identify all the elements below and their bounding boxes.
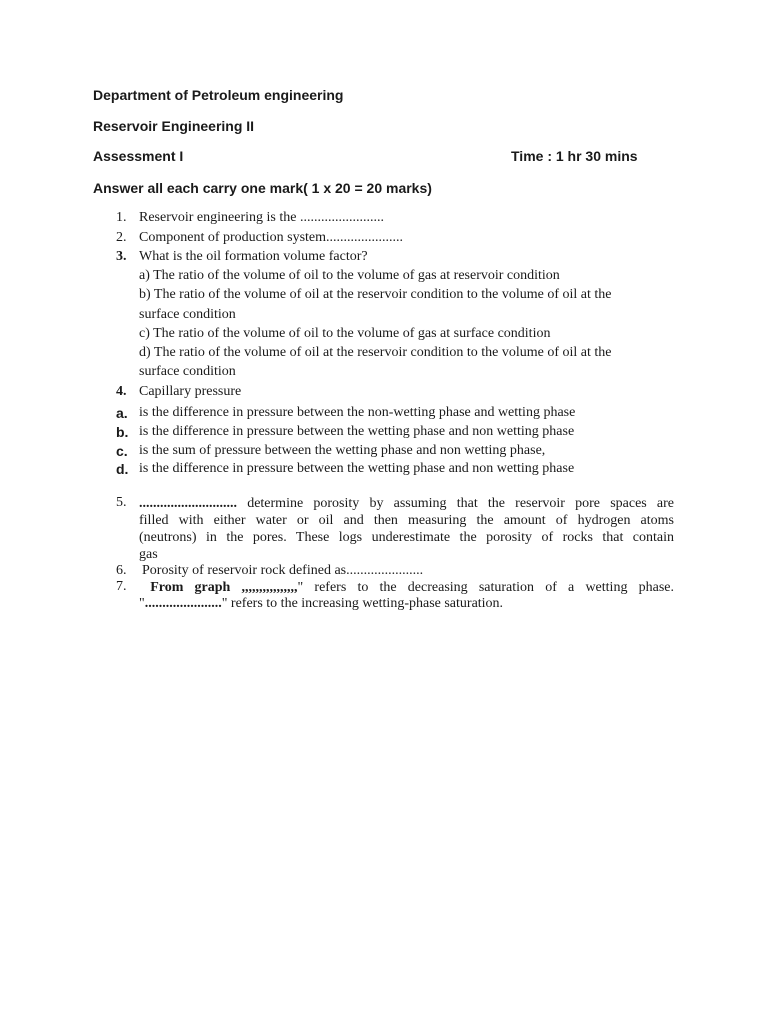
- question-number: 1.: [116, 210, 127, 225]
- answer-blank: ............................: [139, 496, 237, 511]
- question-text: [139, 579, 674, 596]
- question-text-line: (neutrons) in the pores. These logs underestimate the porosity of rocks that contain: [139, 530, 674, 545]
- question-text: Reservoir engineering is the ........................: [139, 210, 384, 225]
- instructions: Answer all each carry one mark( 1 x 20 = 20 marks): [93, 180, 432, 196]
- option-letter: a.: [116, 405, 128, 421]
- question-text: Capillary pressure: [139, 384, 242, 399]
- time-label: Time : 1 hr 30 mins: [511, 148, 638, 164]
- question-number: 6.: [116, 563, 127, 578]
- question-text-line: determine porosity by assuming that the reservoir pore spaces are: [247, 496, 675, 511]
- question-text: Porosity of reservoir rock defined as......................: [142, 563, 424, 578]
- option-text: is the difference in pressure between the non-wetting phase and wetting phase: [139, 405, 576, 420]
- option-line: surface condition: [139, 307, 236, 322]
- question-number: 4.: [116, 384, 127, 399]
- department-heading: Department of Petroleum engineering: [93, 87, 344, 103]
- question-number: 7.: [116, 579, 127, 594]
- option-line: d) The ratio of the volume of oil at the reservoir condition to the volume of oil at the: [139, 345, 612, 360]
- option-line: b) The ratio of the volume of oil at the reservoir condition to the volume of oil at the: [139, 287, 612, 302]
- question-text: Component of production system......................: [139, 230, 404, 245]
- option-letter: c.: [116, 443, 128, 459]
- course-title: Reservoir Engineering II: [93, 118, 255, 134]
- question-lead: From graph: [150, 580, 231, 595]
- question-text: [139, 495, 674, 512]
- answer-blank: ......................: [144, 596, 222, 611]
- question-text-line: filled with either water or oil and then measuring the amount of hydrogen atoms: [139, 513, 674, 528]
- option-line: surface condition: [139, 364, 236, 379]
- answer-blank: ,,,,,,,,,,,,,,,,: [241, 580, 298, 595]
- option-letter: b.: [116, 424, 129, 440]
- question-number: 5.: [116, 495, 127, 510]
- question-number: 3.: [116, 249, 127, 264]
- question-text-line: gas: [139, 547, 158, 562]
- option-text: is the sum of pressure between the wetting phase and non wetting phase,: [139, 443, 546, 458]
- question-number: 2.: [116, 230, 127, 245]
- question-text-line: " refers to the decreasing saturation of a wetting phase.: [297, 580, 674, 595]
- option-letter: d.: [116, 461, 129, 477]
- option-line: c) The ratio of the volume of oil to the volume of gas at surface condition: [139, 326, 551, 341]
- quote-mark: ": [139, 596, 145, 611]
- option-text: is the difference in pressure between the wetting phase and non wetting phase: [139, 424, 575, 439]
- question-text: What is the oil formation volume factor?: [139, 249, 368, 264]
- assessment-label: Assessment I: [93, 148, 184, 164]
- option-text: is the difference in pressure between the wetting phase and non wetting phase: [139, 461, 575, 476]
- question-text: [139, 596, 503, 612]
- option-line: a) The ratio of the volume of oil to the volume of gas at reservoir condition: [139, 268, 560, 283]
- question-text-line: " refers to the increasing wetting-phase saturation.: [221, 596, 504, 611]
